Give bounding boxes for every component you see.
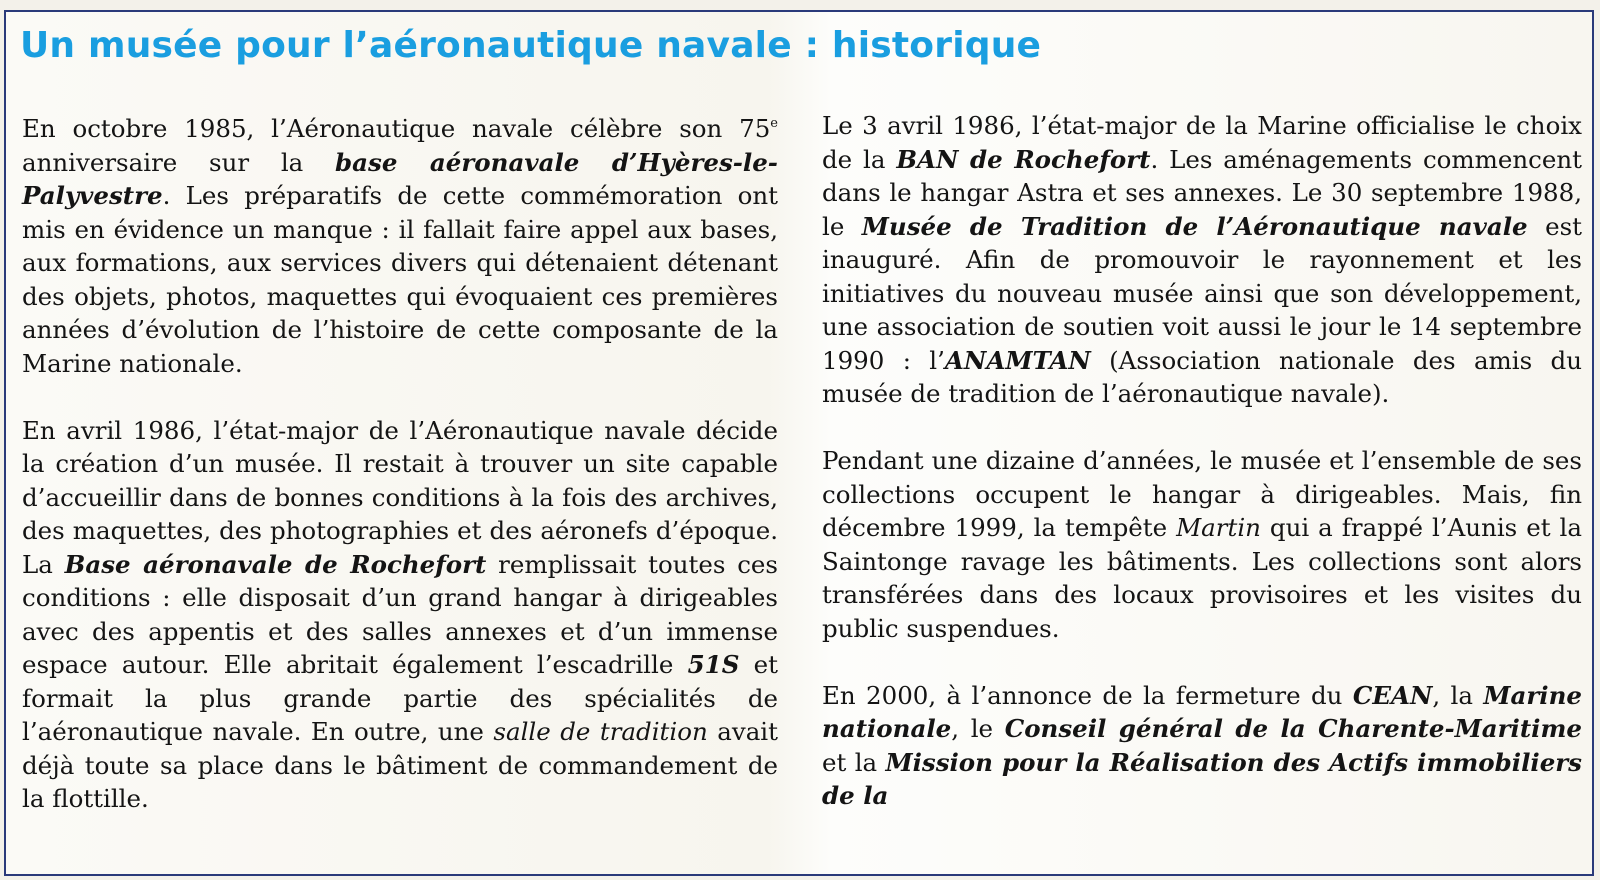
text: En octobre 1985, l’Aéronautique navale célèbre son 75	[22, 114, 771, 143]
text: , le	[951, 714, 1005, 743]
paragraph-tempete-martin	[822, 444, 1582, 645]
emphasis-cean: CEAN	[1352, 680, 1433, 710]
emphasis-ban-rochefort: BAN de Rochefort	[896, 144, 1151, 174]
emphasis-martin: Martin	[1176, 513, 1261, 542]
text: . Les aménagements commencent dans le hangar Astra et ses annexes. Le 30 septembre 1988, le	[822, 144, 1583, 241]
emphasis-rochefort-base: Base aéronavale de Rochefort	[64, 549, 487, 579]
text: , la	[1432, 680, 1484, 710]
text: Le 3 avril 1986, l’état-major de la Marine officialise le choix de la	[822, 111, 1582, 174]
paragraph-2000-cean	[822, 679, 1582, 813]
text: anniversaire sur la	[22, 147, 336, 177]
text: En avril 1986, l’état-major de l’Aéronautique navale décide la création d’un musée. Il restait à trouver un site capable d’accueillir dans de bonnes conditions à la fois des archives, des maquettes, des photographies et des aéronefs d’époque. La	[22, 415, 778, 579]
text: avait déjà toute sa place dans le bâtiment de commandement de la flottille.	[22, 717, 778, 813]
emphasis-hyeres-base: base aéronavale d’Hyères-le-Palyvestre	[22, 147, 778, 210]
paragraph-1985-anniversary	[22, 112, 778, 380]
text: (Association nationale des amis du musée de tradition de l’aéronautique navale).	[822, 345, 1582, 408]
text: et formait la plus grande partie des spécialités de l’aéronautique navale. En outre, une	[22, 650, 778, 746]
text: et la	[822, 747, 886, 777]
page-title: Un musée pour l’aéronautique navale : historique	[20, 25, 1042, 66]
text: qui a frappé l’Aunis et la Saintonge ravage les bâtiments. Les collections sont alors transférées dans des locaux provisoires et les visites du public suspendues.	[822, 513, 1582, 643]
text: Pendant une dizaine d’années, le musée et l’ensemble de ses collections occupent le hangar à dirigeables. Mais, fin décembre 1999, la tempête	[822, 446, 1582, 542]
right-column	[822, 109, 1582, 813]
emphasis-salle-de-tradition: salle de tradition	[493, 717, 708, 746]
emphasis-anamtan: ANAMTAN	[944, 345, 1091, 375]
emphasis-mission-realisation: Mission pour la Réalisation des Actifs immobiliers de la	[822, 747, 1582, 810]
emphasis-marine-nationale: Marine nationale	[822, 680, 1582, 743]
text: est inauguré. Afin de promouvoir le rayonnement et les initiatives du nouveau musée ainsi que son développement, une association de soutien voit aussi le jour le 14 septembre 1990 : l’	[822, 211, 1583, 375]
emphasis-musee-tradition: Musée de Tradition de l’Aéronautique navale	[861, 211, 1528, 241]
emphasis-escadrille-51s: 51S	[687, 650, 740, 679]
left-column	[22, 112, 778, 816]
ordinal-superscript: e	[770, 116, 778, 131]
text: remplissait toutes ces conditions : elle disposait d’un grand hangar à dirigeables avec des appentis et des salles annexes et d’un immense espace autour. Elle abritait également l’escadrille	[22, 549, 778, 679]
emphasis-conseil-general: Conseil général de la Charente-Maritime	[1004, 714, 1582, 743]
article-frame	[4, 10, 1594, 876]
paragraph-1986-museum-creation	[22, 414, 778, 816]
text: En 2000, à l’annonce de la fermeture du	[822, 680, 1353, 710]
text: . Les préparatifs de cette commémoration ont mis en évidence un manque : il fallait faire appel aux bases, aux formations, aux services divers qui détenaient détenant des objets, photos, maquettes qui évoquaient ces premières années d’évolution de l’histoire de cette composante de la Marine nationale.	[22, 181, 778, 378]
paragraph-ban-rochefort	[822, 109, 1582, 411]
